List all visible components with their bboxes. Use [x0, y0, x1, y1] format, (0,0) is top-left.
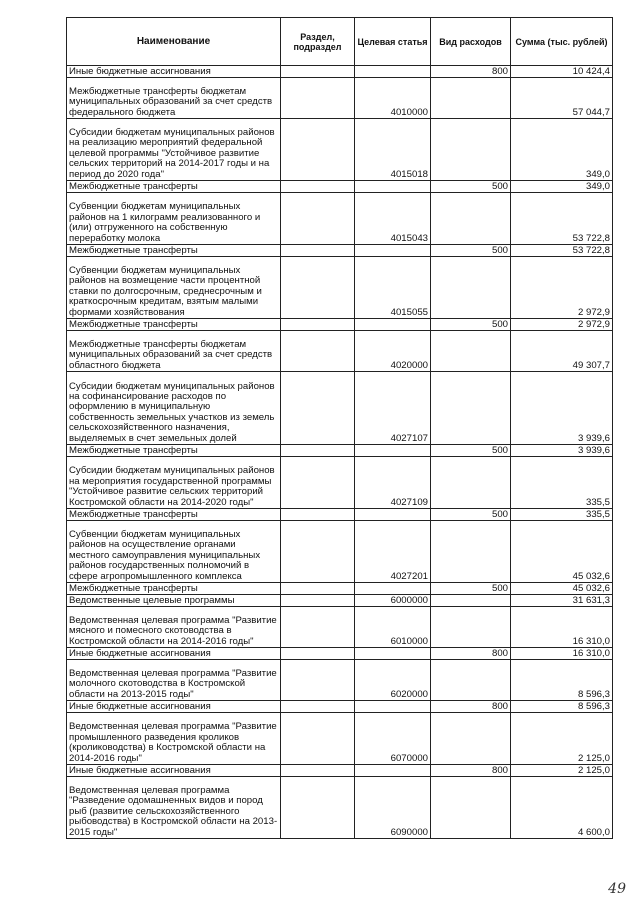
table-row [67, 521, 613, 583]
cell-name: Субвенции бюджетам муниципальных районов на осуществление органами местного самоуправления муниципальных районов государственных полномочий в сфере агропромышленного комплекса [67, 521, 281, 583]
cell-name: Межбюджетные трансферты [67, 319, 281, 331]
cell-target: 4020000 [355, 331, 431, 372]
cell-section [281, 181, 355, 193]
cell-section [281, 701, 355, 713]
cell-target [355, 648, 431, 660]
cell-type: 500 [431, 181, 511, 193]
cell-name: Межбюджетные трансферты [67, 445, 281, 457]
cell-sum: 2 972,9 [511, 257, 613, 319]
cell-target [355, 181, 431, 193]
cell-sum: 2 125,0 [511, 713, 613, 765]
cell-section [281, 193, 355, 245]
cell-section [281, 445, 355, 457]
cell-target [355, 701, 431, 713]
cell-target: 6010000 [355, 607, 431, 648]
cell-type: 800 [431, 66, 511, 78]
cell-type [431, 372, 511, 445]
cell-sum: 49 307,7 [511, 331, 613, 372]
cell-target: 6000000 [355, 595, 431, 607]
cell-sum: 45 032,6 [511, 583, 613, 595]
cell-name: Межбюджетные трансферты [67, 509, 281, 521]
cell-target: 4027107 [355, 372, 431, 445]
cell-sum: 2 972,9 [511, 319, 613, 331]
cell-section [281, 583, 355, 595]
cell-section [281, 119, 355, 181]
table-row [67, 713, 613, 765]
table-row [67, 181, 613, 193]
cell-name: Межбюджетные трансферты [67, 583, 281, 595]
header-name: Наименование [67, 18, 281, 66]
cell-section [281, 713, 355, 765]
cell-target: 6020000 [355, 660, 431, 701]
cell-section [281, 372, 355, 445]
cell-target [355, 583, 431, 595]
cell-section [281, 521, 355, 583]
cell-name: Иные бюджетные ассигнования [67, 701, 281, 713]
table-row [67, 583, 613, 595]
table-row [67, 701, 613, 713]
table-row [67, 119, 613, 181]
cell-target: 4015018 [355, 119, 431, 181]
cell-type: 800 [431, 765, 511, 777]
cell-name: Субвенции бюджетам муниципальных районов на 1 килограмм реализованного и (или) отгруженного на собственную переработку молока [67, 193, 281, 245]
table-row [67, 777, 613, 839]
cell-type: 500 [431, 583, 511, 595]
cell-name: Ведомственная целевая программа "Развитие молочного скотоводства в Костромской области на 2013-2015 годы" [67, 660, 281, 701]
cell-target: 4027109 [355, 457, 431, 509]
cell-name: Ведомственная целевая программа "Разведение одомашненных видов и пород рыб (развитие сельскохозяйственного рыбоводства) в Костромской области на 2013-2015 годы" [67, 777, 281, 839]
cell-type [431, 457, 511, 509]
table-row [67, 660, 613, 701]
cell-sum: 16 310,0 [511, 607, 613, 648]
cell-type: 500 [431, 509, 511, 521]
table-row [67, 509, 613, 521]
header-type: Вид расходов [431, 18, 511, 66]
cell-type [431, 78, 511, 119]
cell-target: 6070000 [355, 713, 431, 765]
cell-section [281, 78, 355, 119]
cell-sum: 3 939,6 [511, 445, 613, 457]
cell-sum: 335,5 [511, 509, 613, 521]
cell-sum: 16 310,0 [511, 648, 613, 660]
cell-sum: 10 424,4 [511, 66, 613, 78]
cell-name: Субсидии бюджетам муниципальных районов на реализацию мероприятий федеральной целевой программы "Устойчивое развитие сельских территорий на 2014-2017 годы и на период до 2020 года" [67, 119, 281, 181]
cell-sum: 3 939,6 [511, 372, 613, 445]
cell-section [281, 66, 355, 78]
cell-sum: 45 032,6 [511, 521, 613, 583]
cell-section [281, 319, 355, 331]
cell-sum: 31 631,3 [511, 595, 613, 607]
cell-target: 6090000 [355, 777, 431, 839]
header-section: Раздел, подраздел [281, 18, 355, 66]
cell-type [431, 257, 511, 319]
cell-name: Субвенции бюджетам муниципальных районов на возмещение части процентной ставки по долгосрочным, среднесрочным и краткосрочным кредитам, взятым малыми формами хозяйствования [67, 257, 281, 319]
table-row [67, 457, 613, 509]
cell-name: Ведомственные целевые программы [67, 595, 281, 607]
table-row [67, 331, 613, 372]
cell-type [431, 713, 511, 765]
cell-section [281, 607, 355, 648]
cell-name: Иные бюджетные ассигнования [67, 66, 281, 78]
cell-type [431, 777, 511, 839]
cell-target: 4015055 [355, 257, 431, 319]
cell-section [281, 509, 355, 521]
cell-sum: 349,0 [511, 181, 613, 193]
cell-name: Субсидии бюджетам муниципальных районов на мероприятия государственной программы "Устойчивое развитие сельских территорий Костромской области на 2014-2020 годы" [67, 457, 281, 509]
cell-sum: 335,5 [511, 457, 613, 509]
cell-name: Межбюджетные трансферты бюджетам муниципальных образований за счет средств областного бюджета [67, 331, 281, 372]
table-row [67, 78, 613, 119]
table-row [67, 765, 613, 777]
cell-name: Межбюджетные трансферты [67, 245, 281, 257]
cell-section [281, 765, 355, 777]
cell-target [355, 66, 431, 78]
cell-sum: 57 044,7 [511, 78, 613, 119]
cell-sum: 349,0 [511, 119, 613, 181]
cell-target [355, 319, 431, 331]
cell-section [281, 777, 355, 839]
cell-name: Ведомственная целевая программа "Развитие мясного и помесного скотоводства в Костромской области на 2014-2016 годы" [67, 607, 281, 648]
cell-type: 500 [431, 319, 511, 331]
cell-sum: 2 125,0 [511, 765, 613, 777]
cell-type: 800 [431, 648, 511, 660]
cell-type [431, 193, 511, 245]
cell-target [355, 765, 431, 777]
cell-name: Иные бюджетные ассигнования [67, 648, 281, 660]
cell-section [281, 648, 355, 660]
budget-table [66, 17, 613, 839]
cell-target [355, 245, 431, 257]
cell-target [355, 445, 431, 457]
header-target: Целевая статья [355, 18, 431, 66]
table-row [67, 257, 613, 319]
cell-type [431, 660, 511, 701]
header-row [67, 18, 613, 66]
cell-section [281, 660, 355, 701]
cell-section [281, 257, 355, 319]
cell-section [281, 245, 355, 257]
cell-section [281, 331, 355, 372]
cell-type [431, 521, 511, 583]
cell-name: Межбюджетные трансферты [67, 181, 281, 193]
cell-type [431, 607, 511, 648]
cell-name: Межбюджетные трансферты бюджетам муниципальных образований за счет средств федерального бюджета [67, 78, 281, 119]
cell-section [281, 595, 355, 607]
table-row [67, 607, 613, 648]
cell-type [431, 595, 511, 607]
table-row [67, 66, 613, 78]
cell-sum: 8 596,3 [511, 701, 613, 713]
table-body [67, 66, 613, 839]
header-sum: Сумма (тыс. рублей) [511, 18, 613, 66]
page-number-mark: 49 [608, 881, 626, 897]
table-row [67, 193, 613, 245]
cell-target [355, 509, 431, 521]
cell-target: 4015043 [355, 193, 431, 245]
table-row [67, 319, 613, 331]
table-row [67, 595, 613, 607]
cell-name: Иные бюджетные ассигнования [67, 765, 281, 777]
cell-target: 4010000 [355, 78, 431, 119]
table-row [67, 445, 613, 457]
cell-sum: 53 722,8 [511, 193, 613, 245]
cell-name: Ведомственная целевая программа "Развитие промышленного разведения кроликов (кролиководства) в Костромской области на 2014-2016 годы" [67, 713, 281, 765]
cell-type [431, 119, 511, 181]
cell-type: 500 [431, 245, 511, 257]
table-row [67, 245, 613, 257]
cell-type [431, 331, 511, 372]
table-row [67, 648, 613, 660]
cell-section [281, 457, 355, 509]
cell-name: Субсидии бюджетам муниципальных районов на софинансирование расходов по оформлению в муниципальную собственность земельных участков из земель сельскохозяйственного назначения, выделяемых в счет земельных долей [67, 372, 281, 445]
cell-type: 500 [431, 445, 511, 457]
cell-target: 4027201 [355, 521, 431, 583]
cell-sum: 53 722,8 [511, 245, 613, 257]
cell-type: 800 [431, 701, 511, 713]
cell-sum: 8 596,3 [511, 660, 613, 701]
table-row [67, 372, 613, 445]
cell-sum: 4 600,0 [511, 777, 613, 839]
